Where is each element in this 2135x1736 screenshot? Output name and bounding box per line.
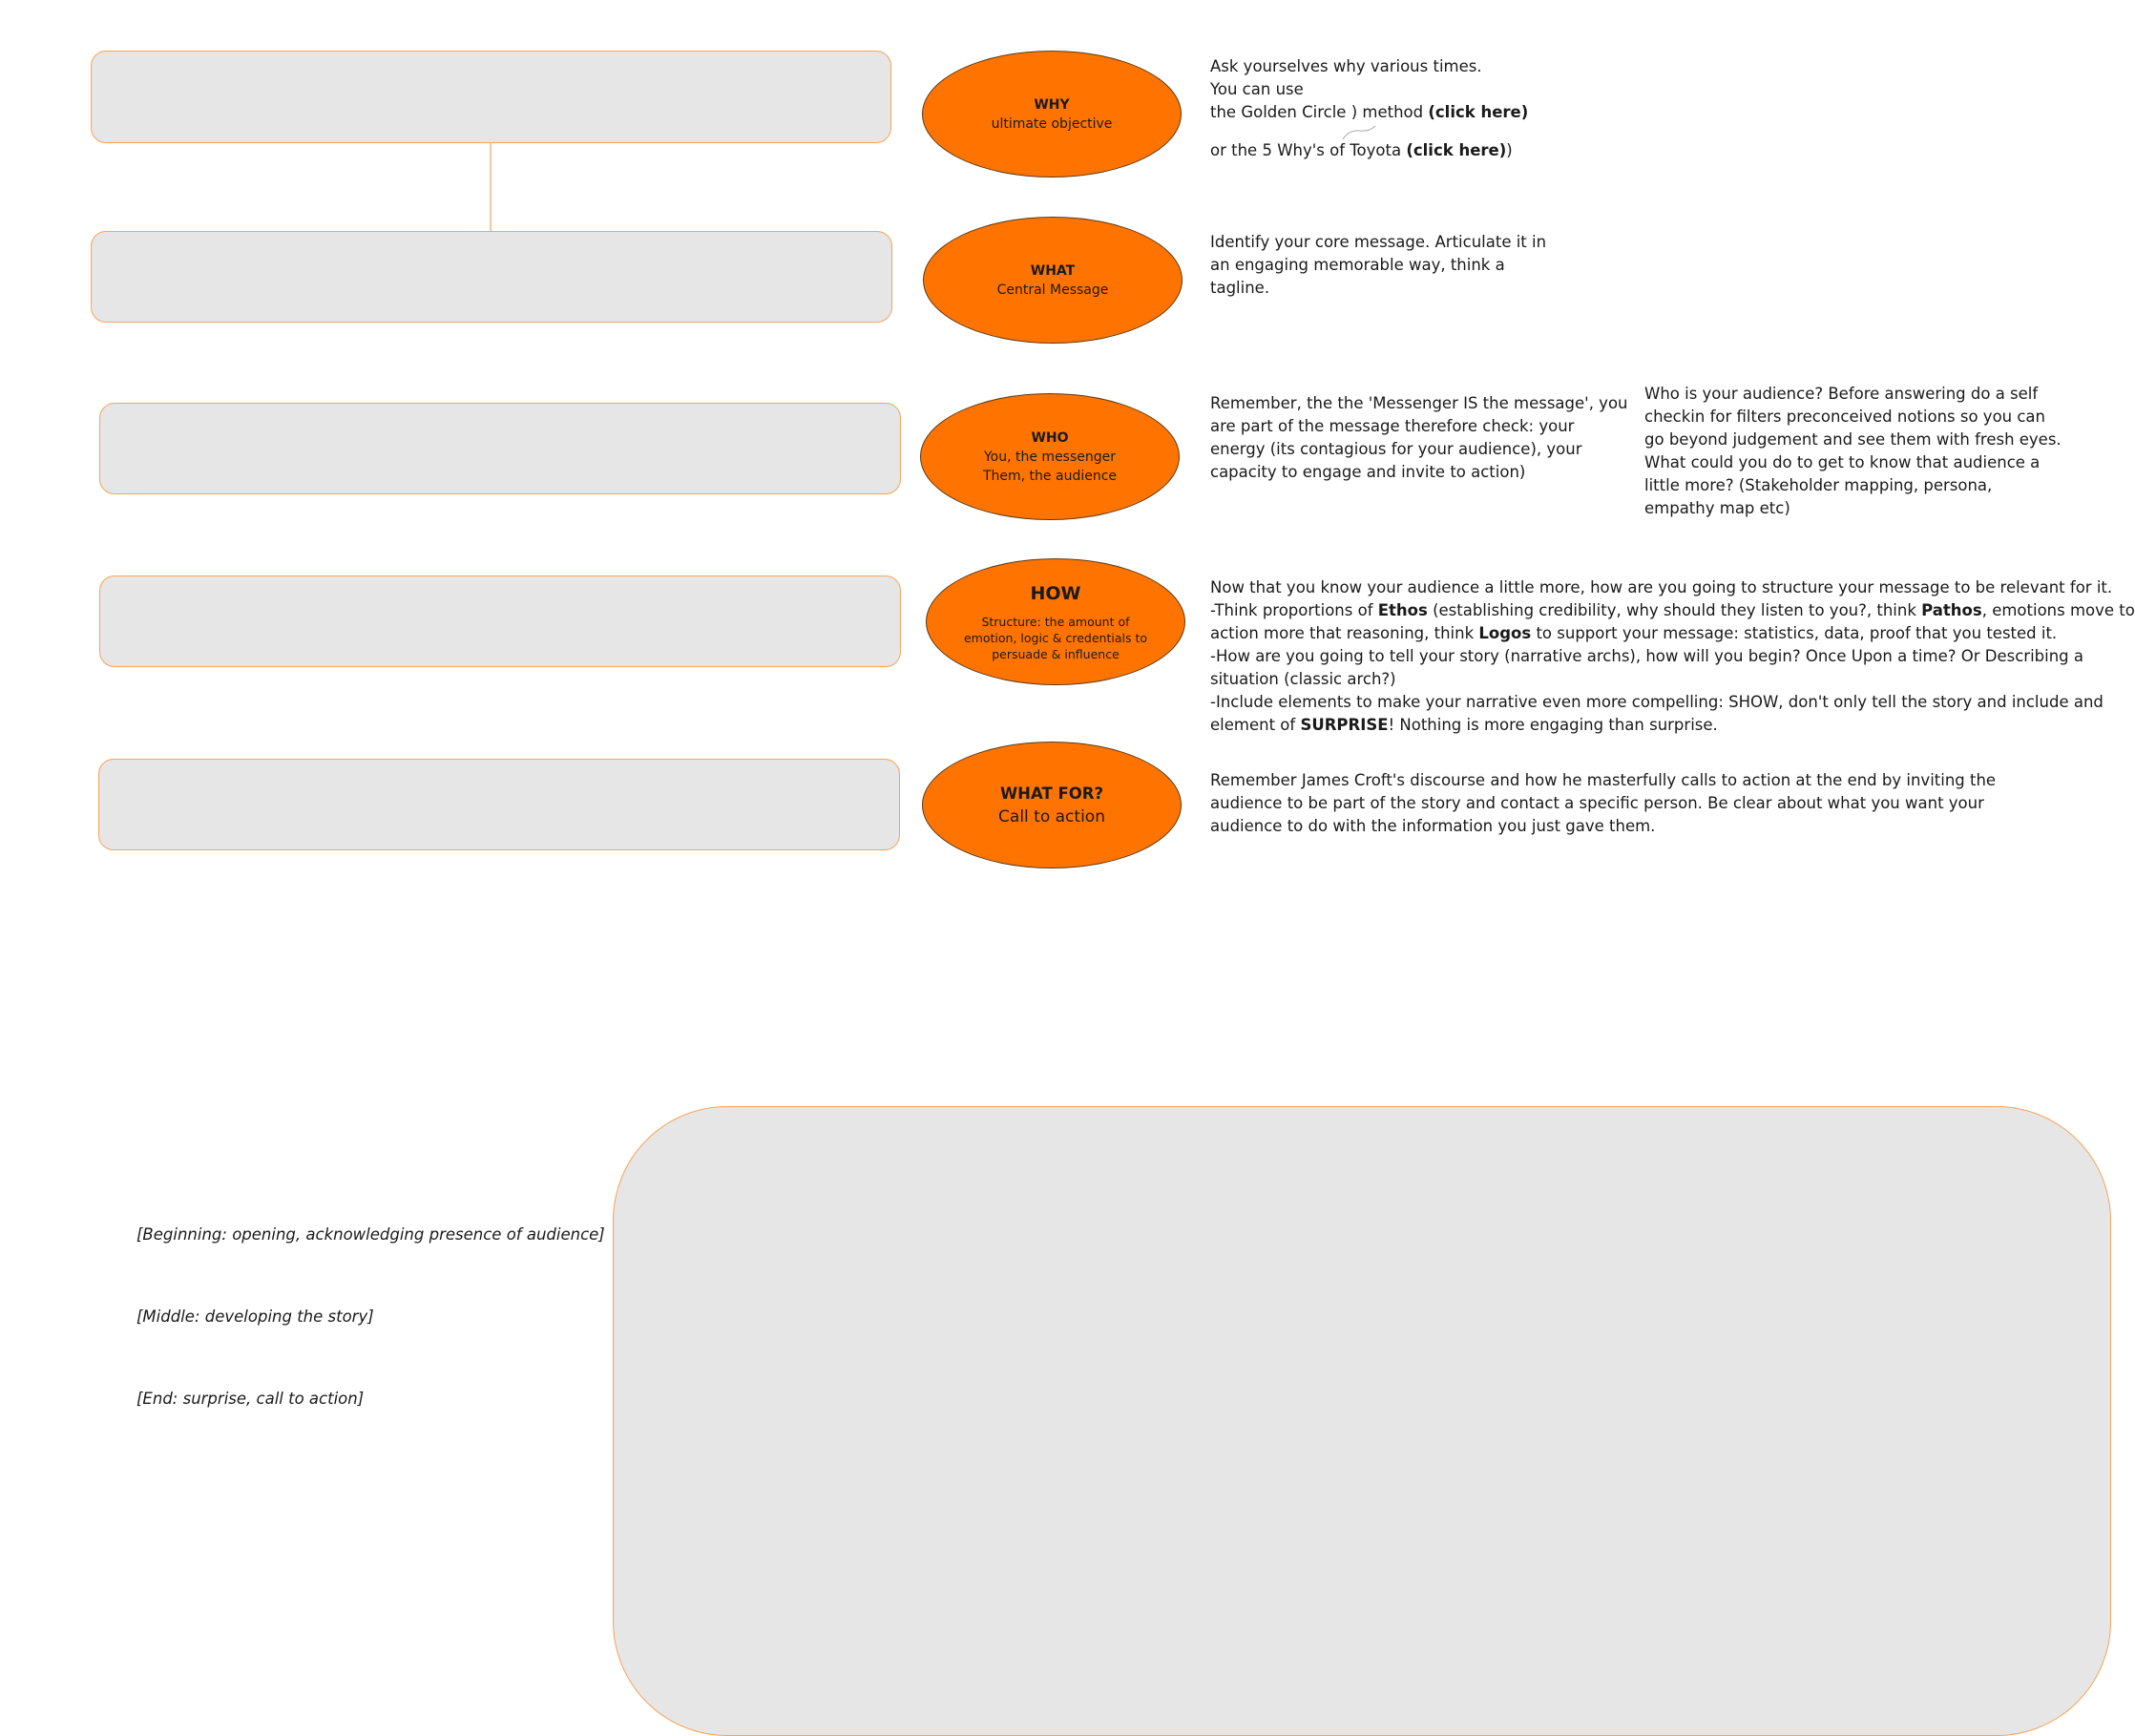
audience-line3: go beyond judgement and see them with fresh eyes. [1644,430,2062,449]
audience-line1: Who is your audience? Before answering do a self [1644,385,2039,403]
how-desc-line1: Now that you know your audience a little more, how are you going to structure your message to be relevant for it. [1210,578,2113,596]
what-title: WHAT [1030,262,1076,279]
logos-term: Logos [1478,624,1532,642]
why-input-box[interactable] [91,51,891,143]
why-description [1210,55,1528,162]
why-oval [922,51,1182,178]
pathos-term: Pathos [1921,601,1982,619]
who-oval [920,393,1180,520]
why-subtitle: ultimate objective [991,115,1113,132]
audience-line5: little more? (Stakeholder mapping, persona, [1644,476,1993,494]
how-oval [926,558,1185,685]
what-description [1210,231,1546,300]
whatfor-description [1210,769,1996,838]
what-input-box[interactable] [91,231,892,323]
five-whys-link[interactable]: (click here) [1406,141,1507,159]
how-subtitle: Structure: the amount of emotion, logic & credentials to persuade & influence [963,615,1148,661]
how-title: HOW [1030,583,1081,604]
why-desc-line3: the Golden Circle ) method (click here) [1210,103,1529,121]
story-beginning-label: [Beginning: opening, acknowledging presence of audience] [136,1225,605,1244]
what-desc-line1: Identify your core message. Articulate it in [1210,233,1547,251]
how-desc-line2: -Think proportions of Ethos (establishing credibility, why should they listen to you?, think Pathos, emotions move to [1210,601,2135,619]
why-desc-line2: You can use [1210,80,1304,98]
whatfor-oval [922,742,1182,868]
who-desc-line1: Remember, the the 'Messenger IS the message', you [1210,394,1628,412]
story-end-label: [End: surprise, call to action] [136,1390,365,1408]
story-middle-label: [Middle: developing the story] [136,1307,374,1326]
whatfor-title: WHAT FOR? [999,784,1104,803]
how-desc-line5: situation (classic arch?) [1210,670,1396,688]
why-title: WHY [1034,96,1070,113]
who-description [1210,392,1628,484]
audience-line4: What could you do to get to know that audience a [1644,453,2041,471]
how-desc-line3: action more that reasoning, think Logos to support your message: statistics, data, proof that you tested it. [1210,624,2058,642]
surprise-term: SURPRISE [1300,716,1389,734]
whatfor-input-box[interactable] [98,759,900,850]
how-input-box[interactable] [99,575,901,667]
how-description [1210,576,2135,737]
why-desc-line1: Ask yourselves why various times. [1210,57,1482,75]
what-desc-line2: an engaging memorable way, think a [1210,256,1505,274]
who-audience-description [1644,383,2062,520]
annotation-curve [1341,124,1379,143]
how-desc-line4: -How are you going to tell your story (narrative archs), how will you begin? Once Upon a time? Or Describing a [1210,647,2083,665]
who-desc-line2: are part of the message therefore check: your [1210,417,1575,435]
what-desc-line3: tagline. [1210,279,1270,297]
what-oval [923,217,1183,344]
audience-line2: checkin for filters preconceived notions so you can [1644,408,2046,426]
who-subtitle-messenger: You, the messenger [983,449,1117,465]
why-what-connector [490,143,492,231]
how-desc-line7: element of SURPRISE! Nothing is more engaging than surprise. [1210,716,1718,734]
what-subtitle: Central Message [996,282,1109,298]
who-input-box[interactable] [99,403,901,494]
whatfor-desc-line1: Remember James Croft's discourse and how he masterfully calls to action at the end by inviting the [1210,771,1997,789]
why-desc-line4: or the 5 Why's of Toyota (click here)) [1210,141,1513,159]
how-desc-line6: -Include elements to make your narrative even more compelling: SHOW, don't only tell the story and include and [1210,693,2104,711]
golden-circle-link[interactable]: (click here) [1428,103,1529,121]
who-desc-line4: capacity to engage and invite to action) [1210,463,1526,481]
ethos-term: Ethos [1377,601,1428,619]
whatfor-subtitle: Call to action [998,806,1105,826]
who-desc-line3: energy (its contagious for your audience), your [1210,440,1582,458]
who-subtitle-audience: Them, the audience [982,468,1118,484]
who-title: WHO [1031,429,1069,446]
whatfor-desc-line3: audience to do with the information you just gave them. [1210,817,1656,835]
whatfor-desc-line2: audience to be part of the story and contact a specific person. Be clear about what you want your [1210,794,1984,812]
story-input-box[interactable] [613,1106,2111,1736]
audience-line6: empathy map etc) [1644,499,1790,517]
